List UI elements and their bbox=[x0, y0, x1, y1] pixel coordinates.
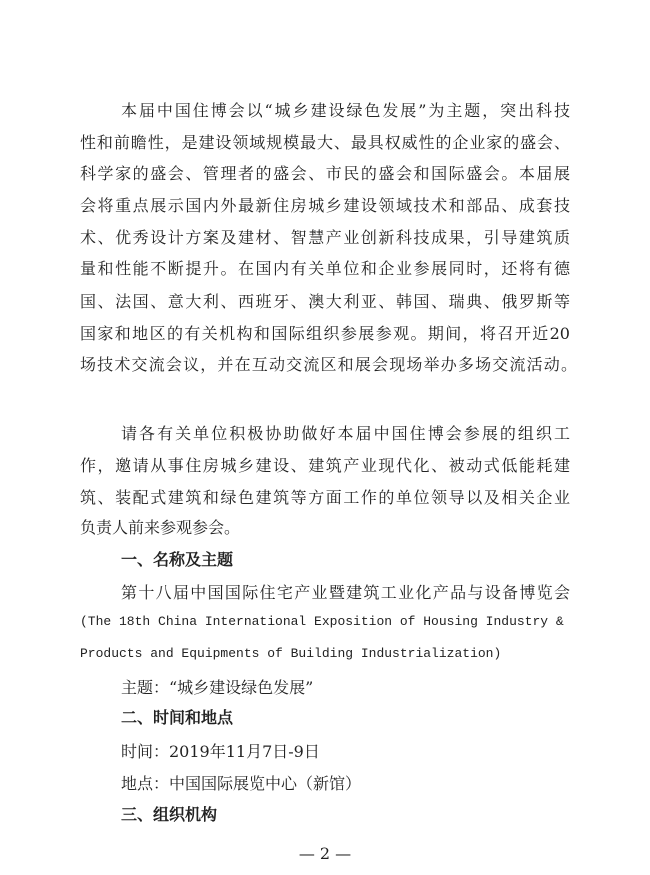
paragraph-line: 科学家的盛会、管理者的盛会、市民的盛会和国际盛会。本届展 bbox=[80, 164, 570, 183]
exhibition-name-en: Products and Equipments of Building Industrialization) bbox=[80, 646, 502, 661]
paragraph-line: 筑、装配式建筑和绿色建筑等方面工作的单位领导以及相关企业 bbox=[80, 488, 570, 507]
exhibition-name-en: (The 18th China International Exposition of Housing Industry & bbox=[80, 614, 564, 629]
exhibition-name-cn: 第十八届中国国际住宅产业暨建筑工业化产品与设备博览会 bbox=[121, 583, 570, 602]
exhibition-place: 地点：中国国际展览中心（新馆） bbox=[121, 774, 362, 793]
paragraph-line: 会将重点展示国内外最新住房城乡建设领域技术和部品、成套技 bbox=[80, 196, 570, 215]
paragraph-line: 作，邀请从事住房城乡建设、建筑产业现代化、被动式低能耗建 bbox=[80, 456, 570, 475]
paragraph-line: 场技术交流会议，并在互动交流区和展会现场举办多场交流活动。 bbox=[80, 355, 577, 374]
exhibition-theme: 主题：“城乡建设绿色发展” bbox=[121, 678, 314, 697]
paragraph-line: 负责人前来参观参会。 bbox=[80, 518, 241, 537]
paragraph-line: 术、优秀设计方案及建材、智慧产业创新科技成果，引导建筑质 bbox=[80, 228, 570, 247]
paragraph-line: 请各有关单位积极协助做好本届中国住博会参展的组织工 bbox=[121, 424, 570, 443]
exhibition-time: 时间：2019年11月7日-9日 bbox=[121, 742, 320, 761]
section-heading: 三、组织机构 bbox=[121, 805, 218, 824]
paragraph-line: 本届中国住博会以“城乡建设绿色发展”为主题，突出科技 bbox=[121, 101, 570, 120]
paragraph-line: 国家和地区的有关机构和国际组织参展参观。期间，将召开近20 bbox=[80, 324, 570, 343]
paragraph-line: 量和性能不断提升。在国内有关单位和企业参展同时，还将有德 bbox=[80, 259, 570, 278]
page-number: — 2 — bbox=[298, 844, 352, 863]
paragraph-line: 国、法国、意大利、西班牙、澳大利亚、韩国、瑞典、俄罗斯等 bbox=[80, 292, 570, 311]
paragraph-line: 性和前瞻性，是建设领域规模最大、最具权威性的企业家的盛会、 bbox=[80, 133, 570, 152]
section-heading: 二、时间和地点 bbox=[121, 708, 234, 727]
section-heading: 一、名称及主题 bbox=[121, 550, 234, 569]
